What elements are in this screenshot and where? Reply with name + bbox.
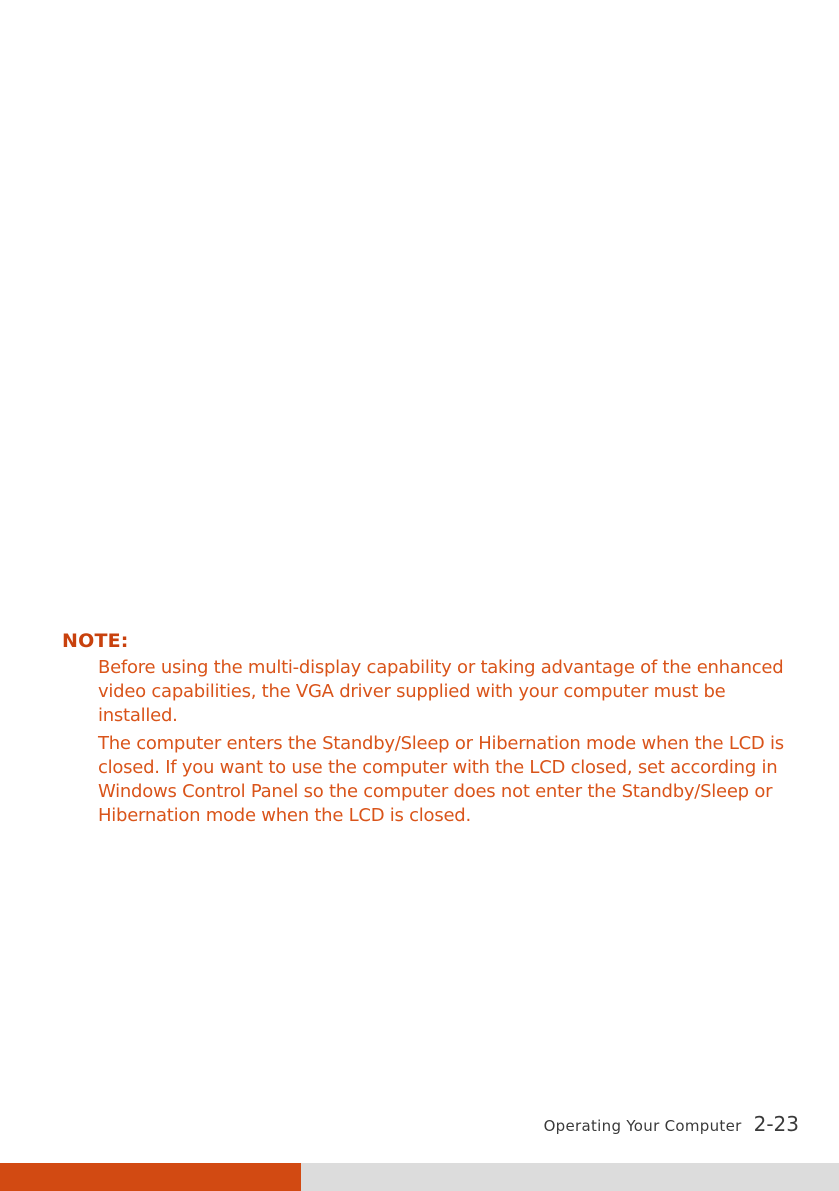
footer-bar-accent — [0, 1163, 301, 1191]
note-paragraph-driver: Before using the multi-display capability or taking advantage of the enhanced video capabilities, the VGA driver supplied with your computer must be installed. — [98, 657, 784, 726]
note-block — [62, 628, 802, 832]
note-paragraph-lcd: The computer enters the Standby/Sleep or Hibernation mode when the LCD is closed. If you want to use the computer with the LCD closed, set according in Windows Control Panel so the computer does not enter the Standby/Sleep or Hibernation mode when the LCD is closed. — [98, 733, 784, 826]
footer-section-title: Operating Your Computer — [543, 1117, 742, 1135]
note-heading: NOTE: — [62, 630, 129, 652]
page-number: 2-23 — [753, 1112, 799, 1136]
footer-bar-gray — [301, 1163, 839, 1191]
footer-color-bar — [0, 1163, 839, 1191]
page-footer — [544, 1112, 799, 1136]
